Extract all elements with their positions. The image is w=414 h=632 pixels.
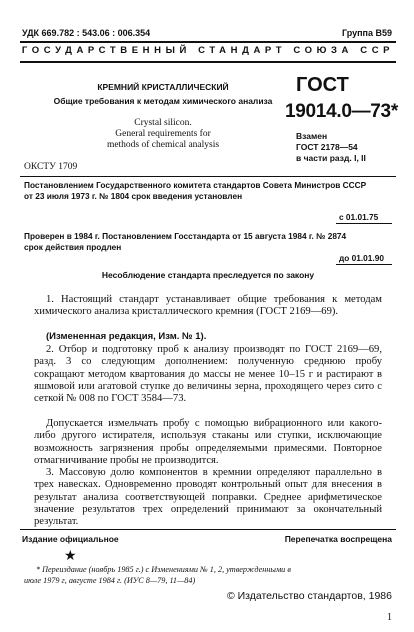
title-ru-1: КРЕМНИЙ КРИСТАЛЛИЧЕСКИЙ (97, 82, 229, 92)
decree-line-3: Проверен в 1984 г. Постановлением Госстандарта от 15 августа 1984 г. № 2874 (24, 231, 347, 241)
decree-line-1: Постановлением Государственного комитета стандартов Совета Министров СССР (24, 180, 367, 190)
title-en-2: General requirements for (115, 129, 211, 139)
footer-rule (20, 529, 396, 530)
gost-number: 19014.0—73* (285, 101, 398, 122)
paragraph-2: 2. Отбор и подготовку проб к анализу производят по ГОСТ 2169—69, разд. 3 со следующим дополнением: полученную среднюю пробу сокращают методом квартования до массы не менее 10–15 г и растирают в яшмовой или агатовой ступке до величины зерна, проходящего через сито с сеткой № 008 по ГОСТ 3584—73. (34, 344, 382, 405)
gost-label: ГОСТ (296, 74, 349, 96)
header-rule-bottom (20, 61, 396, 63)
paragraph-4: 3. Массовую долю компонентов в кремнии определяют параллельно в трех навесках. Одновременно проводят контрольный опыт для внесения в результат анализа соответствующей поправки. Среднее арифметическое значение результатов трех определений принимают за окончательный результат. (34, 467, 382, 528)
paragraph-1-note: (Измененная редакция, Изм. № 1). (46, 331, 207, 342)
paragraph-1: 1. Настоящий стандарт устанавливает общие требования к методам химического анализа кристаллического кремния (ГОСТ 2169—69). (34, 294, 382, 318)
gost-banner: ГОСУДАРСТВЕННЫЙ СТАНДАРТ СОЮЗА ССР (21, 45, 395, 56)
date-end-rule (336, 264, 392, 265)
group-code: Группа В59 (341, 28, 392, 38)
title-ru-2: Общие требования к методам химического анализа (53, 96, 273, 106)
no-reprint-notice: Перепечатка воспрещена (284, 534, 392, 544)
okstu-code: ОКСТУ 1709 (24, 162, 78, 172)
official-edition: Издание официальное (22, 534, 119, 544)
decree-line-2: от 23 июля 1973 г. № 1804 срок введения установлен (24, 191, 243, 201)
reissue-note-1: * Переиздание (ноябрь 1985 г.) с Изменениями № 1, 2, утвержденными в (36, 565, 291, 574)
replaces-sections: в части разд. I, II (296, 153, 366, 163)
copyright: © Издательство стандартов, 1986 (226, 590, 392, 602)
title-en-3: methods of chemical analysis (106, 140, 220, 150)
title-rule (20, 176, 396, 177)
reissue-note-2: июле 1979 г, августе 1984 г. (ИУС 8—79, 11—84) (24, 576, 196, 585)
decree-line-4: срок действия продлен (24, 242, 122, 252)
header-rule-top (20, 41, 396, 43)
replaces-standard: ГОСТ 2178—54 (296, 142, 358, 152)
star-icon: ★ (64, 549, 77, 564)
udk-code: УДК 669.782 : 543.06 : 006.354 (22, 28, 151, 38)
title-en-1: Crystal silicon. (134, 118, 192, 128)
decree-date-start: с 01.01.75 (339, 212, 379, 222)
page-number: 1 (387, 612, 392, 623)
law-warning: Несоблюдение стандарта преследуется по закону (101, 270, 315, 280)
paragraph-3: Допускается измельчать пробу с помощью вибрационного или какого-либо другого истирателя, используя стаканы или ступки, исключающие возможность загрязнения пробы определяемыми примесями. Повторное отмагничивание пробы не производится. (34, 418, 382, 466)
date-start-rule (336, 223, 392, 224)
replaces-label: Взамен (296, 131, 328, 141)
decree-date-end: до 01.01.90 (339, 253, 384, 263)
